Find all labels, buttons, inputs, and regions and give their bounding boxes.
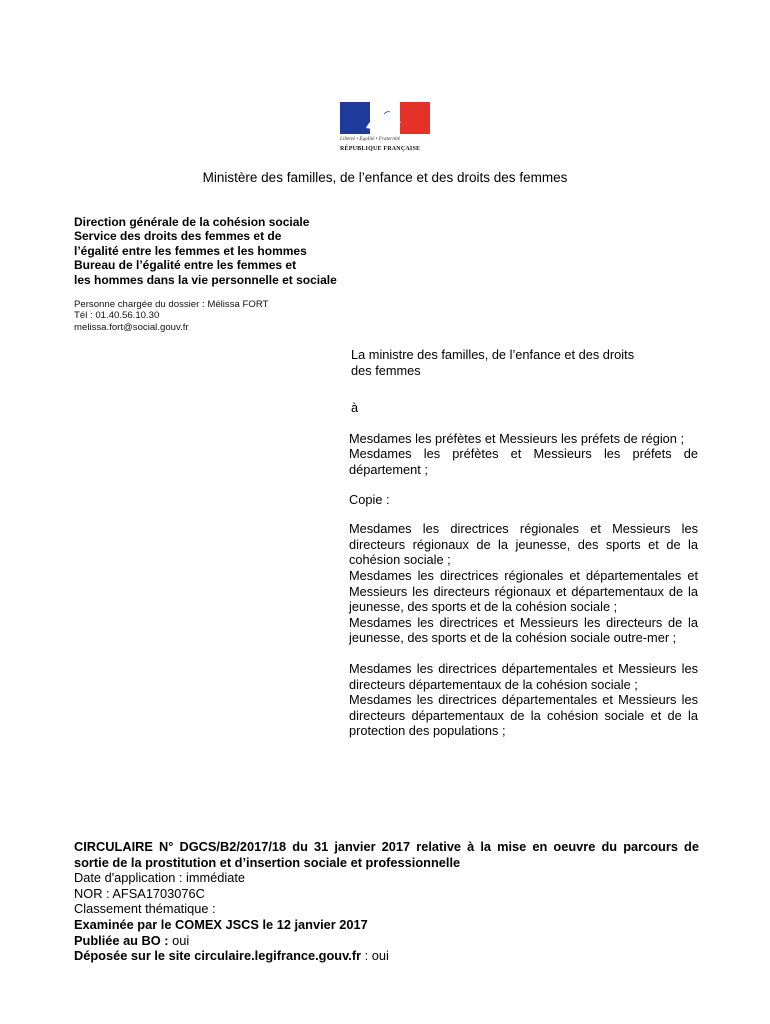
contact-person: Personne chargée du dossier : Mélissa FORT (74, 299, 269, 310)
deposee-value: : oui (361, 948, 389, 964)
publiee-bo (74, 933, 699, 949)
classement-thematique: Classement thématique : (74, 901, 216, 917)
addressee-block (349, 347, 698, 739)
contact-email[interactable]: melissa.fort@social.gouv.fr (74, 321, 189, 333)
examinee-comex: Examinée par le COMEX JSCS le 12 janvier 2017 (74, 916, 368, 932)
direction-line: l’égalité entre les femmes et les hommes (74, 243, 307, 258)
direction-line: Direction générale de la cohésion sociale (74, 215, 310, 229)
logo-motto: Liberté • Égalité • Fraternité (340, 136, 401, 142)
direction-line: Bureau de l’égalité entre les femmes et (74, 258, 297, 273)
recipient-prefets-region: Mesdames les préfètes et Messieurs les préfets de région ; (349, 430, 685, 446)
deposee-label: Déposée sur le site circulaire.legifrance.gouv.fr (74, 948, 362, 964)
deposee-legifrance (74, 948, 699, 964)
direction-block (74, 215, 337, 287)
copy-heading: Copie : (349, 491, 390, 507)
ministry-heading: Ministère des familles, de l’enfance et des droits des femmes (202, 170, 568, 185)
republique-francaise-logo (336, 102, 432, 158)
contact-block (74, 299, 268, 333)
marianne-icon (358, 106, 404, 132)
contact-phone: Tél : 01.40.56.10.30 (74, 310, 160, 322)
copy-recipient: Mesdames les directrices et Messieurs les directeurs de la jeunesse, des sports et de la cohésion sociale outre-mer ; (349, 614, 698, 646)
copy-recipient: Mesdames les directrices départementales et Messieurs les directeurs départementaux de la cohésion sociale et de la protection des populations ; (349, 692, 698, 739)
publiee-label: Publiée au BO : (74, 932, 169, 948)
nor-reference: NOR : AFSA1703076C (74, 885, 205, 901)
sender-line: des femmes (351, 362, 421, 378)
recipient-prefets-departement: Mesdames les préfètes et Messieurs les préfets de département ; (349, 446, 698, 477)
copy-recipient: Mesdames les directrices régionales et Messieurs les directeurs régionaux de la jeunesse, des sports et de la cohésion sociale ; (349, 521, 698, 568)
sender-line: La ministre des familles, de l’enfance et des droits (351, 347, 635, 362)
copy-recipient: Mesdames les directrices régionales et départementales et Messieurs les directeurs régionaux et départementaux de la jeunesse, des sports et de la cohésion sociale ; (349, 567, 698, 615)
addressee-to: à (351, 400, 359, 416)
circulaire-block (74, 839, 699, 964)
date-application: Date d'application : immédiate (74, 870, 246, 886)
logo-republic-name: RÉPUBLIQUE FRANÇAISE (340, 146, 421, 152)
direction-line: les hommes dans la vie personnelle et sociale (74, 272, 337, 287)
circulaire-title: CIRCULAIRE N° DGCS/B2/2017/18 du 31 janvier 2017 relative à la mise en oeuvre du parcours de sortie de la prostitution et d’insertion sociale et professionnelle (74, 839, 699, 870)
publiee-value: oui (168, 932, 190, 948)
copy-recipient: Mesdames les directrices départementales et Messieurs les directeurs départementaux de la cohésion sociale ; (349, 660, 698, 692)
direction-line: Service des droits des femmes et de (74, 229, 282, 244)
flag-red-band (400, 102, 430, 134)
